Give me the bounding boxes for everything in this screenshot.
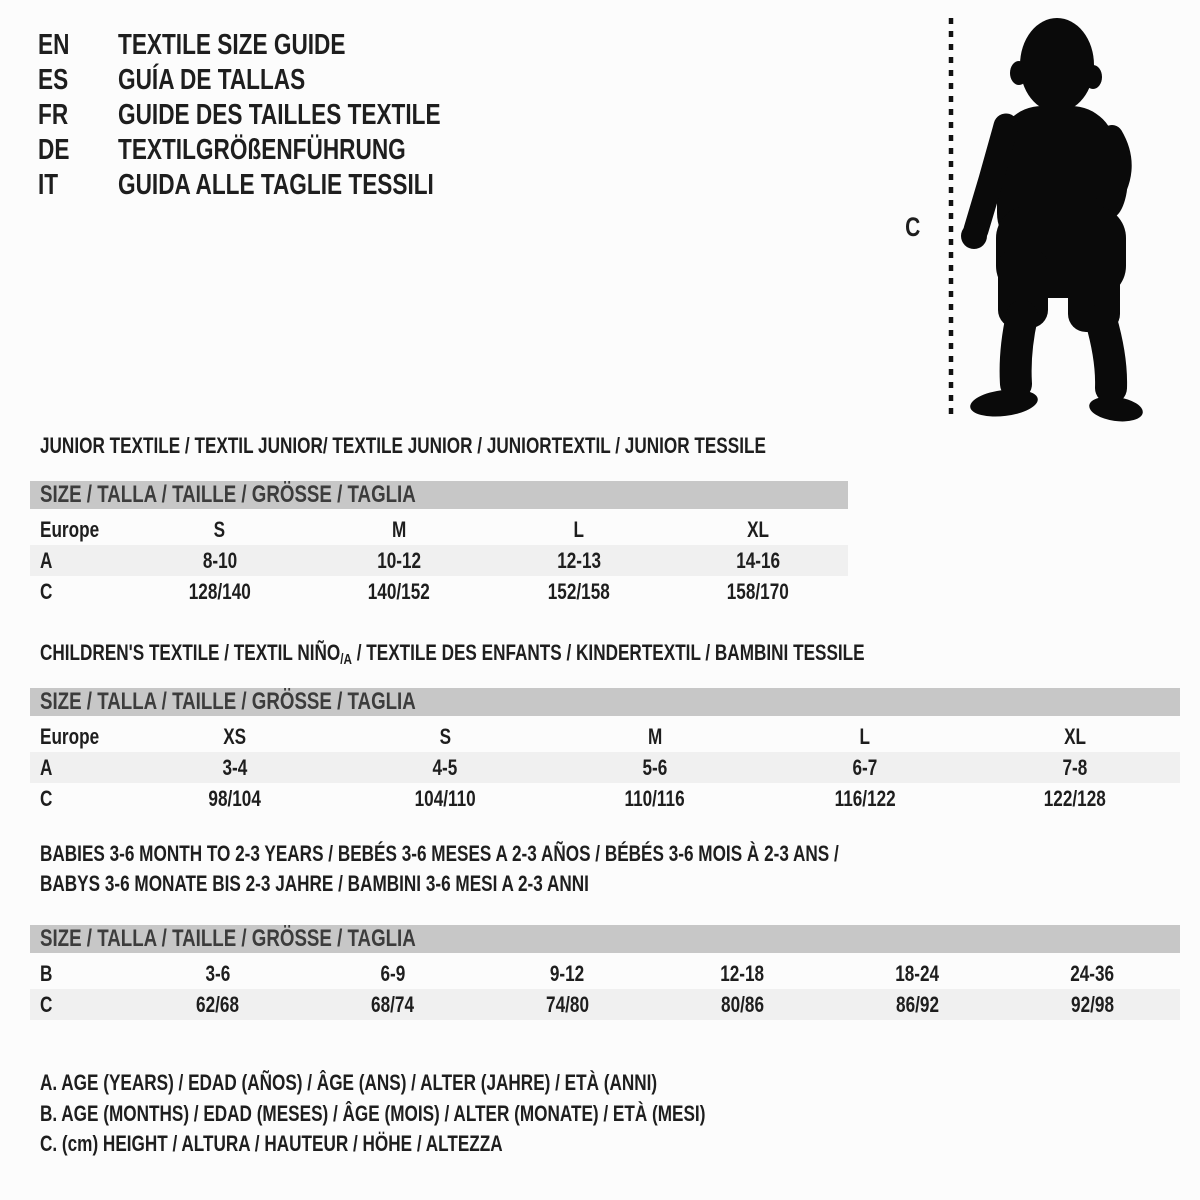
junior-c-xl [669,576,849,607]
lang-code-fr-text: FR [38,99,69,131]
children-a-l [760,752,970,783]
measurement-legend [40,1068,893,1160]
babies-b-3 [480,958,655,989]
babies-b-4-text: 12-18 [720,961,765,986]
children-europe-l [760,721,970,752]
babies-row-c-label [30,989,130,1020]
junior-size-table [30,481,848,607]
children-europe-m [550,721,760,752]
babies-c-1 [130,989,305,1020]
children-row-c-label-text: C [40,786,53,811]
language-title-header [38,29,532,201]
children-heading-post: / TEXTILE DES ENFANTS / KINDERTEXTIL / BAMBINI TESSILE [351,640,865,665]
babies-c-5 [830,989,1005,1020]
babies-c-6 [1005,989,1180,1020]
junior-c-xl-text: 158/170 [727,579,790,604]
babies-b-4 [655,958,830,989]
children-c-xl [970,783,1180,814]
figure-height-label-text: C [905,212,921,242]
junior-c-m [310,576,490,607]
lang-title-it [118,169,532,201]
babies-c-2 [305,989,480,1020]
lang-code-fr [38,99,118,131]
children-c-xl-text: 122/128 [1043,786,1107,811]
children-europe-l-text: L [859,724,871,749]
junior-a-m-text: 10-12 [377,548,422,573]
junior-a-s-text: 8-10 [202,548,237,573]
junior-a-l [489,545,669,576]
babies-c-3 [480,989,655,1020]
legend-line-b-text: B. AGE (MONTHS) / EDAD (MESES) / ÂGE (MOIS) / ALTER (MONATE) / ETÀ (MESI) [40,1100,706,1126]
babies-b-5 [830,958,1005,989]
children-section-heading [40,641,1097,672]
lang-title-es-text: GUÍA DE TALLAS [118,64,306,96]
junior-europe-l [489,514,669,545]
junior-europe-l-text: L [573,517,584,542]
lang-title-fr [118,99,532,131]
lang-title-en-text: TEXTILE SIZE GUIDE [118,29,346,61]
junior-section-heading [40,434,971,458]
children-row-europe-label [30,721,130,752]
children-size-bar [30,688,1180,716]
junior-row-europe-label-text: Europe [40,517,100,542]
children-a-s [340,752,550,783]
babies-heading-line2: BABYS 3-6 MONATE BIS 2-3 JAHRE / BAMBINI 3-6 MESI A 2-3 ANNI [40,871,589,896]
lang-title-es [118,64,532,96]
junior-a-s [130,545,310,576]
babies-row-b-label-text: B [40,961,53,986]
lang-title-de [118,134,532,166]
legend-line-c [40,1129,893,1160]
junior-size-bar-text: SIZE / TALLA / TAILLE / GRÖSSE / TAGLIA [40,481,416,508]
children-row-a-label [30,752,130,783]
babies-c-4 [655,989,830,1020]
junior-row-c-label [30,576,130,607]
children-europe-xs-text: XS [223,724,247,749]
legend-line-b [40,1099,893,1130]
children-europe-m-text: M [647,724,663,749]
babies-b-1 [130,958,305,989]
children-c-xs-text: 98/104 [208,786,262,811]
lang-code-es [38,64,118,96]
lang-code-en [38,29,118,61]
children-c-s-text: 104/110 [414,786,476,811]
children-c-m [550,783,760,814]
lang-code-en-text: EN [38,29,70,61]
children-europe-s [340,721,550,752]
junior-europe-xl-text: XL [747,517,770,542]
children-size-bar-text: SIZE / TALLA / TAILLE / GRÖSSE / TAGLIA [40,688,416,715]
children-section-heading-text [40,641,865,672]
junior-europe-xl [669,514,849,545]
junior-row-a-label-text: A [40,548,53,573]
children-size-table [30,688,1180,814]
junior-europe-s-text: S [214,517,226,542]
junior-europe-m [310,514,490,545]
junior-a-m [310,545,490,576]
children-row-c-label [30,783,130,814]
lang-code-es-text: ES [38,64,69,96]
toddler-silhouette-figure [940,8,1150,426]
junior-europe-s [130,514,310,545]
children-c-xs [130,783,340,814]
babies-row-b-label [30,958,130,989]
babies-section-heading [40,839,1064,899]
babies-c-3-text: 74/80 [546,992,589,1017]
children-a-l-text: 6-7 [852,755,878,780]
children-row-a-label-text: A [40,755,53,780]
children-a-m [550,752,760,783]
legend-line-c-text: C. (cm) HEIGHT / ALTURA / HAUTEUR / HÖHE / ALTEZZA [40,1131,503,1156]
junior-a-xl [669,545,849,576]
junior-c-s-text: 128/140 [188,579,251,604]
lang-code-it [38,169,118,201]
lang-title-de-text: TEXTILGRÖßENFÜHRUNG [118,134,406,166]
babies-heading-line1: BABIES 3-6 MONTH TO 2-3 YEARS / BEBÉS 3-6 MESES A 2-3 AÑOS / BÉBÉS 3-6 MOIS À 2-3 ANS / [40,841,839,866]
toddler-silhouette [961,18,1144,425]
figure-height-label [903,212,923,243]
children-a-s-text: 4-5 [432,755,458,780]
junior-size-bar [30,481,848,509]
babies-b-3-text: 9-12 [550,961,585,986]
babies-c-1-text: 62/68 [196,992,239,1017]
lang-code-de [38,134,118,166]
babies-b-5-text: 18-24 [895,961,940,986]
children-europe-xs [130,721,340,752]
junior-row-europe-label [30,514,130,545]
babies-b-2-text: 6-9 [380,961,405,986]
children-a-xs-text: 3-4 [222,755,248,780]
children-c-s [340,783,550,814]
children-c-l-text: 116/122 [834,786,896,811]
children-europe-s-text: S [439,724,451,749]
babies-size-bar-text: SIZE / TALLA / TAILLE / GRÖSSE / TAGLIA [40,925,416,952]
junior-c-l [489,576,669,607]
junior-c-m-text: 140/152 [368,579,431,604]
children-a-m-text: 5-6 [642,755,668,780]
babies-b-6-text: 24-36 [1070,961,1115,986]
babies-c-4-text: 80/86 [721,992,764,1017]
babies-c-2-text: 68/74 [371,992,414,1017]
children-europe-xl [970,721,1180,752]
babies-b-2 [305,958,480,989]
lang-code-it-text: IT [38,169,59,201]
children-row-europe-label-text: Europe [40,724,100,749]
junior-a-xl-text: 14-16 [736,548,781,573]
legend-line-a-text: A. AGE (YEARS) / EDAD (AÑOS) / ÂGE (ANS) / ALTER (JAHRE) / ETÀ (ANNI) [40,1070,658,1095]
children-a-xs [130,752,340,783]
babies-c-6-text: 92/98 [1071,992,1114,1017]
children-a-xl-text: 7-8 [1062,755,1088,780]
junior-c-l-text: 152/158 [547,579,610,604]
babies-size-table [30,925,1180,1020]
junior-a-l-text: 12-13 [556,548,601,573]
babies-c-5-text: 86/92 [896,992,939,1017]
babies-size-bar [30,925,1180,953]
junior-europe-m-text: M [392,517,407,542]
babies-b-6 [1005,958,1180,989]
children-europe-xl-text: XL [1064,724,1086,749]
junior-section-heading-text: JUNIOR TEXTILE / TEXTIL JUNIOR/ TEXTILE JUNIOR / JUNIORTEXTIL / JUNIOR TESSILE [40,433,766,458]
junior-row-c-label-text: C [40,579,53,604]
children-c-m-text: 110/116 [624,786,686,811]
junior-row-a-label [30,545,130,576]
lang-title-fr-text: GUIDE DES TAILLES TEXTILE [118,99,441,131]
lang-code-de-text: DE [38,134,70,166]
babies-b-1-text: 3-6 [205,961,230,986]
children-a-xl [970,752,1180,783]
children-c-l [760,783,970,814]
junior-c-s [130,576,310,607]
lang-title-it-text: GUIDA ALLE TAGLIE TESSILI [118,169,434,201]
babies-row-c-label-text: C [40,992,53,1017]
children-heading-sub: /A [340,651,352,668]
legend-line-a [40,1068,893,1099]
children-heading-pre: CHILDREN'S TEXTILE / TEXTIL NIÑO [40,640,341,665]
lang-title-en [118,29,532,61]
